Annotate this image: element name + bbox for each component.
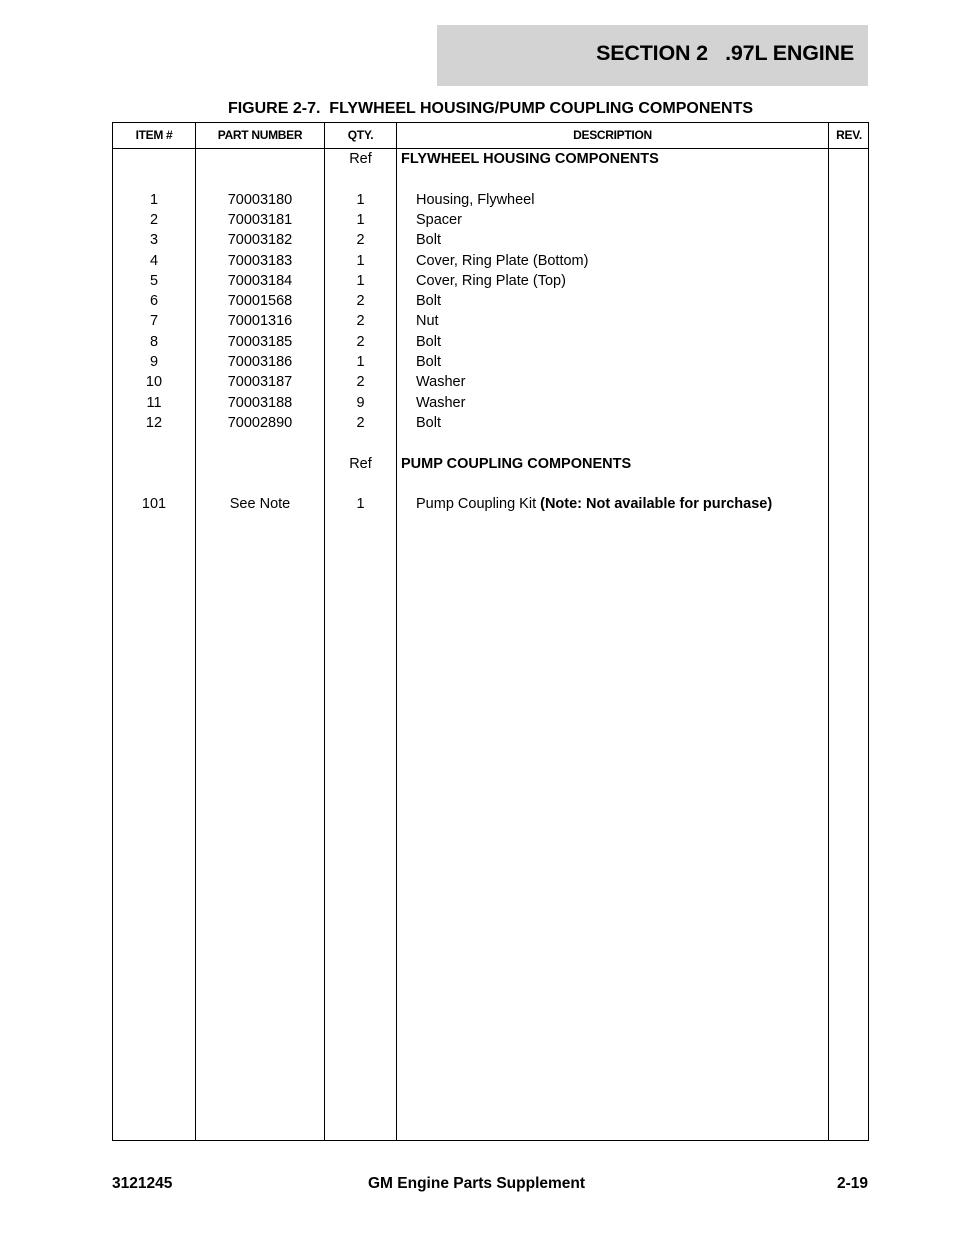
description-text: Washer	[416, 394, 466, 411]
description	[416, 230, 846, 250]
table-row	[113, 311, 868, 331]
description	[416, 494, 846, 514]
description-text: Bolt	[416, 232, 441, 249]
item-number: 10	[145, 374, 163, 391]
table-row	[113, 251, 868, 271]
footer-page-number: 2-19	[836, 1175, 868, 1192]
quantity: 1	[356, 354, 365, 370]
description	[416, 190, 846, 210]
part-number: 70003185	[227, 333, 293, 350]
item-number: 3	[149, 232, 159, 249]
quantity: 1	[356, 191, 365, 208]
description	[416, 352, 846, 372]
item-number: 9	[149, 354, 159, 370]
part-number: 70001316	[227, 313, 293, 330]
quantity: 1	[356, 496, 365, 513]
description-text: Bolt	[416, 293, 441, 310]
quantity: 1	[356, 272, 365, 289]
item-number: 6	[149, 293, 159, 310]
part-number: 70001568	[227, 293, 293, 310]
quantity: 9	[356, 394, 365, 411]
description	[416, 413, 846, 433]
table-section-heading	[113, 149, 868, 169]
description-text: Bolt	[416, 354, 441, 370]
description-text: Pump Coupling Kit	[416, 496, 541, 513]
description	[416, 251, 846, 271]
part-number: 70003184	[227, 272, 293, 289]
part-number: 70003182	[227, 232, 293, 249]
quantity: 2	[356, 313, 365, 330]
part-number: See Note	[229, 496, 291, 513]
table-row	[113, 271, 868, 291]
item-number: 5	[149, 272, 159, 289]
description-text: Washer	[416, 374, 466, 391]
description	[401, 454, 831, 474]
description	[416, 291, 846, 311]
table-row	[113, 393, 868, 413]
quantity: 2	[356, 333, 365, 350]
description	[401, 149, 831, 169]
table-row	[113, 413, 868, 433]
table-row	[113, 332, 868, 352]
description-text: PUMP COUPLING COMPONENTS	[401, 455, 632, 472]
description-text: Bolt	[416, 333, 441, 350]
part-number: 70003181	[227, 211, 293, 228]
quantity: 2	[356, 374, 365, 391]
item-number: 7	[149, 313, 159, 330]
description	[416, 271, 846, 291]
footer-doc-number: 3121245	[112, 1175, 173, 1192]
table-row	[113, 230, 868, 250]
table-section-heading	[113, 454, 868, 474]
description	[416, 332, 846, 352]
description	[416, 393, 846, 413]
header-part-number: PART NUMBER	[217, 128, 303, 142]
footer-title: GM Engine Parts Supplement	[368, 1175, 586, 1192]
table-row	[113, 291, 868, 311]
table-row	[113, 190, 868, 210]
quantity: 1	[356, 252, 365, 269]
part-number: 70003183	[227, 252, 293, 269]
item-number: 4	[149, 252, 159, 269]
header-item-number: ITEM #	[135, 128, 173, 142]
table-row	[113, 372, 868, 392]
table-row	[113, 352, 868, 372]
description-note: (Note: Not available for purchase)	[540, 496, 773, 513]
part-number: 70003187	[227, 374, 293, 391]
item-number: 101	[141, 496, 167, 513]
quantity: 2	[356, 232, 365, 249]
header-description: DESCRIPTION	[573, 128, 652, 142]
description-text: Cover, Ring Plate (Top)	[416, 272, 566, 289]
item-number: 12	[145, 414, 163, 431]
description-text: Spacer	[416, 211, 462, 228]
item-number: 11	[146, 394, 162, 411]
description	[416, 372, 846, 392]
item-number: 1	[149, 191, 159, 208]
part-number: 70003186	[227, 354, 293, 370]
description-text: Nut	[416, 313, 439, 330]
description-text: Housing, Flywheel	[416, 191, 535, 208]
part-number: 70003180	[227, 191, 293, 208]
parts-table	[112, 122, 869, 1141]
description-text: FLYWHEEL HOUSING COMPONENTS	[401, 151, 659, 167]
header-quantity: QTY.	[347, 128, 374, 142]
part-number: 70002890	[227, 414, 293, 431]
table-row	[113, 210, 868, 230]
description-text: Cover, Ring Plate (Bottom)	[416, 252, 589, 269]
table-row	[113, 494, 868, 514]
quantity: Ref	[349, 455, 372, 472]
item-number: 8	[149, 333, 159, 350]
quantity: 2	[356, 293, 365, 310]
quantity: 2	[356, 414, 365, 431]
quantity: 1	[356, 211, 365, 228]
description	[416, 210, 846, 230]
header-revision: REV.	[836, 128, 862, 142]
description	[416, 311, 846, 331]
section-title: SECTION 2 .97L ENGINE	[596, 41, 854, 65]
part-number: 70003188	[227, 394, 293, 411]
section-banner	[437, 25, 868, 86]
item-number: 2	[149, 211, 159, 228]
description-text: Bolt	[416, 414, 441, 431]
quantity: Ref	[349, 151, 372, 167]
figure-title: FIGURE 2-7. FLYWHEEL HOUSING/PUMP COUPLING COMPONENTS	[227, 100, 754, 117]
